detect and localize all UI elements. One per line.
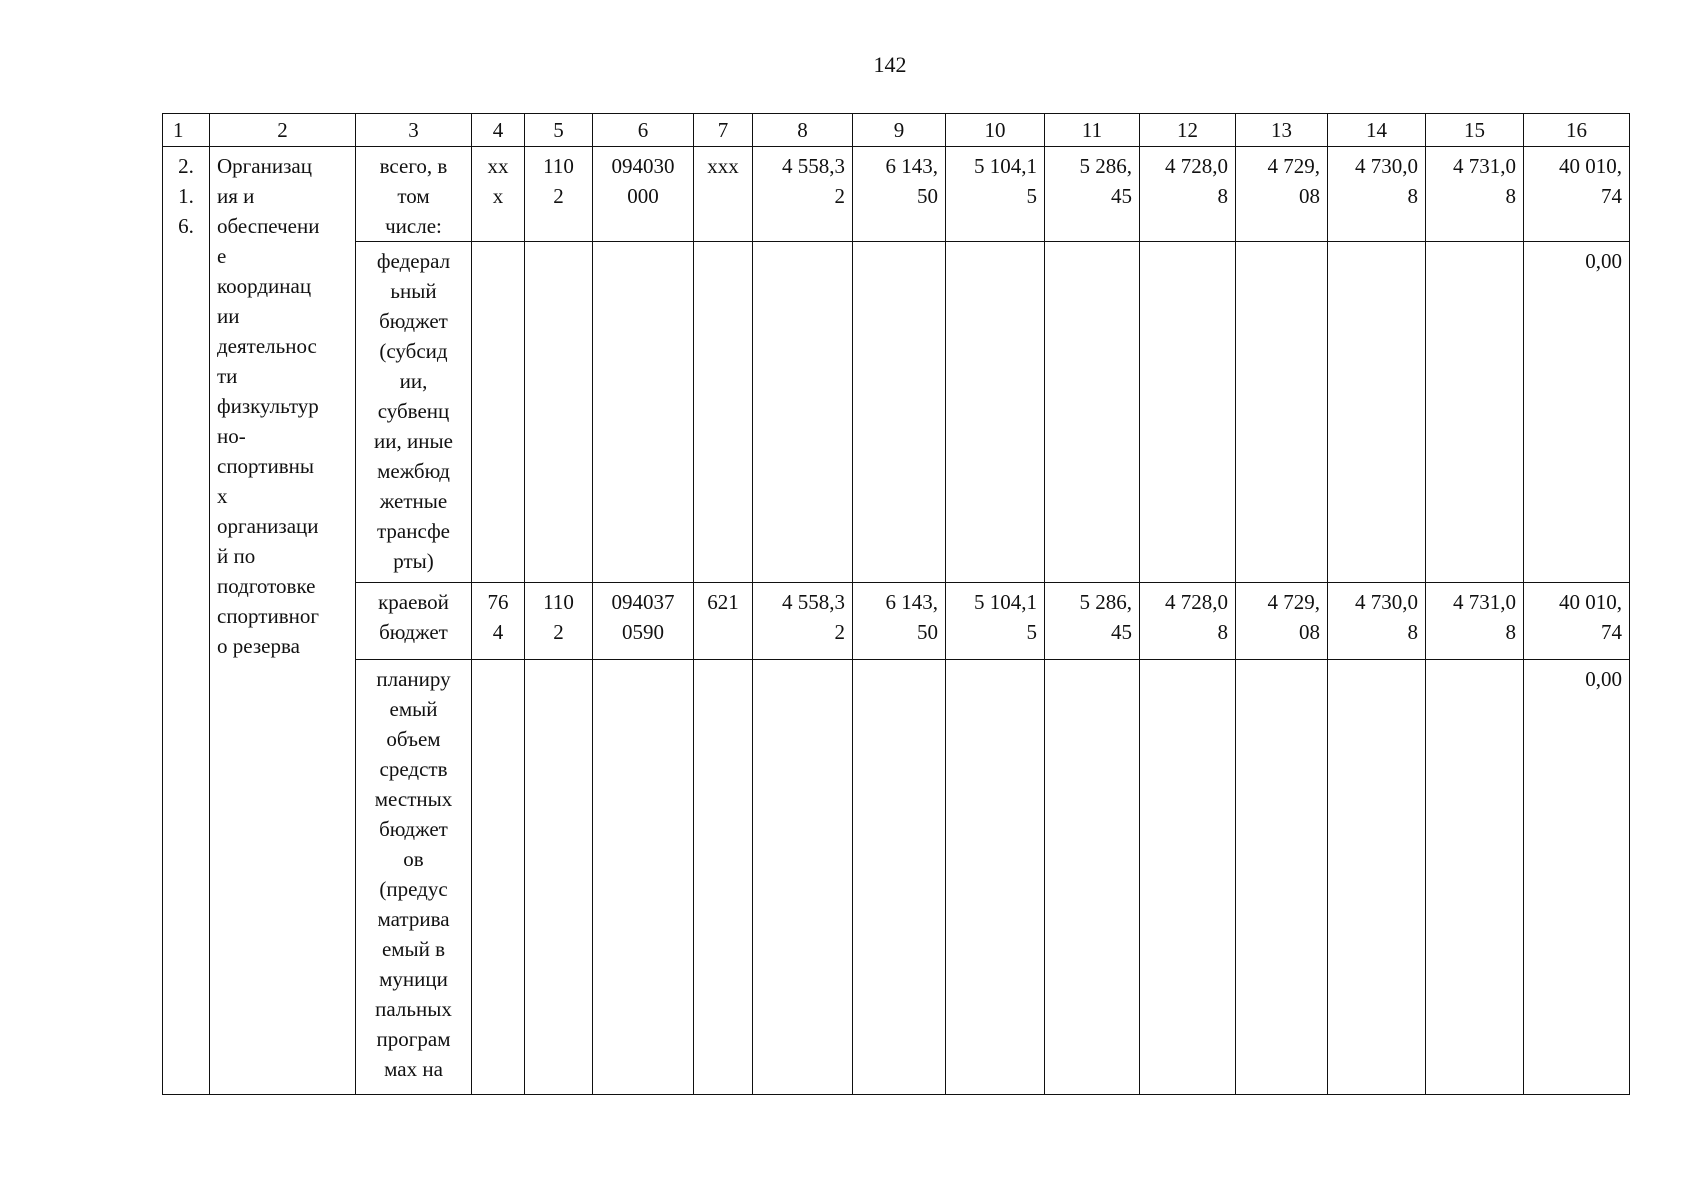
cell-c5: [525, 242, 593, 583]
cell-c15: [1426, 660, 1524, 1095]
cell-c6: 094037 0590: [593, 583, 694, 660]
table-row-federal: [163, 242, 1630, 583]
col-header-7: 7: [694, 114, 753, 147]
cell-c14: 4 730,0 8: [1328, 583, 1426, 660]
cell-c13: 4 729, 08: [1236, 583, 1328, 660]
cell-c5: 110 2: [525, 147, 593, 242]
cell-c6: [593, 660, 694, 1095]
cell-c14: [1328, 660, 1426, 1095]
cell-c6: [593, 242, 694, 583]
col-header-6: 6: [593, 114, 694, 147]
cell-c13: 4 729, 08: [1236, 147, 1328, 242]
cell-c7: 621: [694, 583, 753, 660]
cell-c13: [1236, 660, 1328, 1095]
cell-c15: [1426, 242, 1524, 583]
col-header-3: 3: [356, 114, 472, 147]
table-row-regional: [163, 583, 1630, 660]
cell-c6: 094030 000: [593, 147, 694, 242]
cell-c10: 5 104,1 5: [946, 147, 1045, 242]
cell-c11: [1045, 660, 1140, 1095]
funding-source: краевой бюджет: [356, 583, 472, 660]
item-name: Организац ия и обеспечени е координац ии деятельнос ти физкультур но- спортивны х организаци й по подготовке спортивног о резерва: [210, 147, 356, 1095]
col-header-5: 5: [525, 114, 593, 147]
cell-c4: [472, 242, 525, 583]
cell-c10: [946, 660, 1045, 1095]
col-header-1: 1: [163, 114, 210, 147]
cell-c4: 76 4: [472, 583, 525, 660]
cell-c11: 5 286, 45: [1045, 583, 1140, 660]
cell-c5: 110 2: [525, 583, 593, 660]
cell-c8: 4 558,3 2: [753, 147, 853, 242]
cell-c15: 4 731,0 8: [1426, 583, 1524, 660]
col-header-4: 4: [472, 114, 525, 147]
cell-c9: [853, 660, 946, 1095]
cell-c10: 5 104,1 5: [946, 583, 1045, 660]
cell-c8: [753, 242, 853, 583]
col-header-8: 8: [753, 114, 853, 147]
cell-c9: 6 143, 50: [853, 147, 946, 242]
header-row: [163, 114, 1630, 147]
col-header-9: 9: [853, 114, 946, 147]
cell-c8: [753, 660, 853, 1095]
table-row-local: [163, 660, 1630, 1095]
cell-c14: [1328, 242, 1426, 583]
cell-c4: [472, 660, 525, 1095]
cell-c12: [1140, 660, 1236, 1095]
cell-c9: 6 143, 50: [853, 583, 946, 660]
cell-c14: 4 730,0 8: [1328, 147, 1426, 242]
col-header-16: 16: [1524, 114, 1630, 147]
funding-source: планиру емый объем средств местных бюджет ов (предус матрива емый в муници пальных програм мах на: [356, 660, 472, 1095]
funding-source: федерал ьный бюджет (субсид ии, субвенц ии, иные межбюд жетные трансфе рты): [356, 242, 472, 583]
col-header-11: 11: [1045, 114, 1140, 147]
cell-c10: [946, 242, 1045, 583]
page-number: 142: [873, 52, 907, 77]
funding-source: всего, в том числе:: [356, 147, 472, 242]
col-header-12: 12: [1140, 114, 1236, 147]
col-header-2: 2: [210, 114, 356, 147]
cell-c4: хх х: [472, 147, 525, 242]
budget-table: [162, 113, 1630, 1095]
cell-c9: [853, 242, 946, 583]
cell-c16: 40 010, 74: [1524, 583, 1630, 660]
cell-c16: 0,00: [1524, 242, 1630, 583]
cell-c7: [694, 242, 753, 583]
cell-c12: 4 728,0 8: [1140, 583, 1236, 660]
col-header-14: 14: [1328, 114, 1426, 147]
cell-c11: 5 286, 45: [1045, 147, 1140, 242]
cell-c8: 4 558,3 2: [753, 583, 853, 660]
cell-c13: [1236, 242, 1328, 583]
cell-c12: [1140, 242, 1236, 583]
item-number: 2. 1. 6.: [163, 147, 210, 1095]
cell-c11: [1045, 242, 1140, 583]
cell-c12: 4 728,0 8: [1140, 147, 1236, 242]
col-header-13: 13: [1236, 114, 1328, 147]
table-row-total: [163, 147, 1630, 242]
cell-c5: [525, 660, 593, 1095]
cell-c15: 4 731,0 8: [1426, 147, 1524, 242]
cell-c16: 0,00: [1524, 660, 1630, 1095]
cell-c7: [694, 660, 753, 1095]
col-header-15: 15: [1426, 114, 1524, 147]
cell-c16: 40 010, 74: [1524, 147, 1630, 242]
cell-c7: ххх: [694, 147, 753, 242]
col-header-10: 10: [946, 114, 1045, 147]
